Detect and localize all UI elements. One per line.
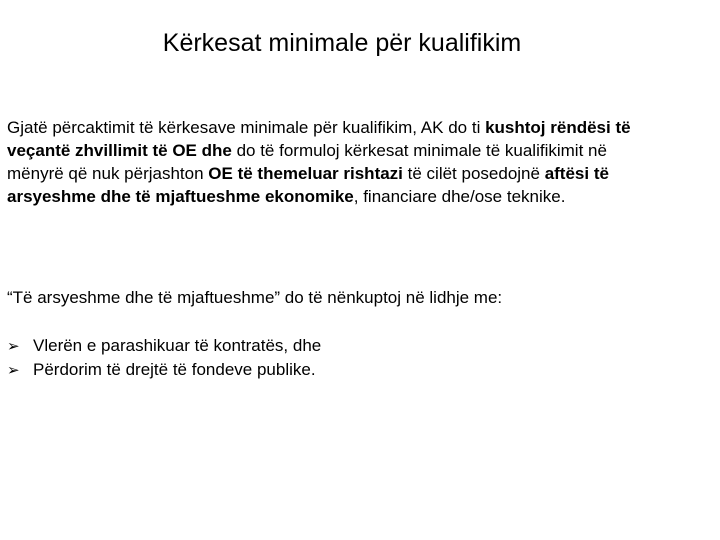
intro-bold-3: aftësi të arsyeshme dhe të mjaftueshme ekonomike — [7, 164, 609, 206]
intro-text-2: do të formuloj kërkesat minimale të kualifikimit në mënyrë që nuk përjashton — [7, 141, 607, 183]
intro-text-3: të cilët posedojnë — [402, 164, 545, 183]
list-item — [7, 358, 687, 382]
page-title: Kërkesat minimale për kualifikim — [162, 29, 522, 57]
bullet-list — [7, 334, 687, 382]
intro-bold-1: kushtoj rëndësi të veçantë zhvillimit të OE dhe — [7, 118, 631, 160]
intro-text-4: , financiare dhe/ose teknike. — [353, 187, 566, 206]
bullet-text: Përdorim të drejtë të fondeve publike. — [33, 360, 316, 379]
definition-paragraph: “Të arsyeshme dhe të mjaftueshme” do të nënkuptoj në lidhje me: — [7, 288, 503, 307]
bullet-text: Vlerën e parashikuar të kontratës, dhe — [33, 336, 322, 355]
intro-bold-2: OE të themeluar rishtazi — [208, 164, 403, 183]
list-item — [7, 334, 687, 358]
arrow-bullet-icon: ➢ — [7, 338, 20, 355]
arrow-bullet-icon: ➢ — [7, 362, 20, 379]
intro-paragraph — [7, 116, 667, 208]
intro-text-1: Gjatë përcaktimit të kërkesave minimale për kualifikim, AK do ti — [7, 118, 486, 137]
